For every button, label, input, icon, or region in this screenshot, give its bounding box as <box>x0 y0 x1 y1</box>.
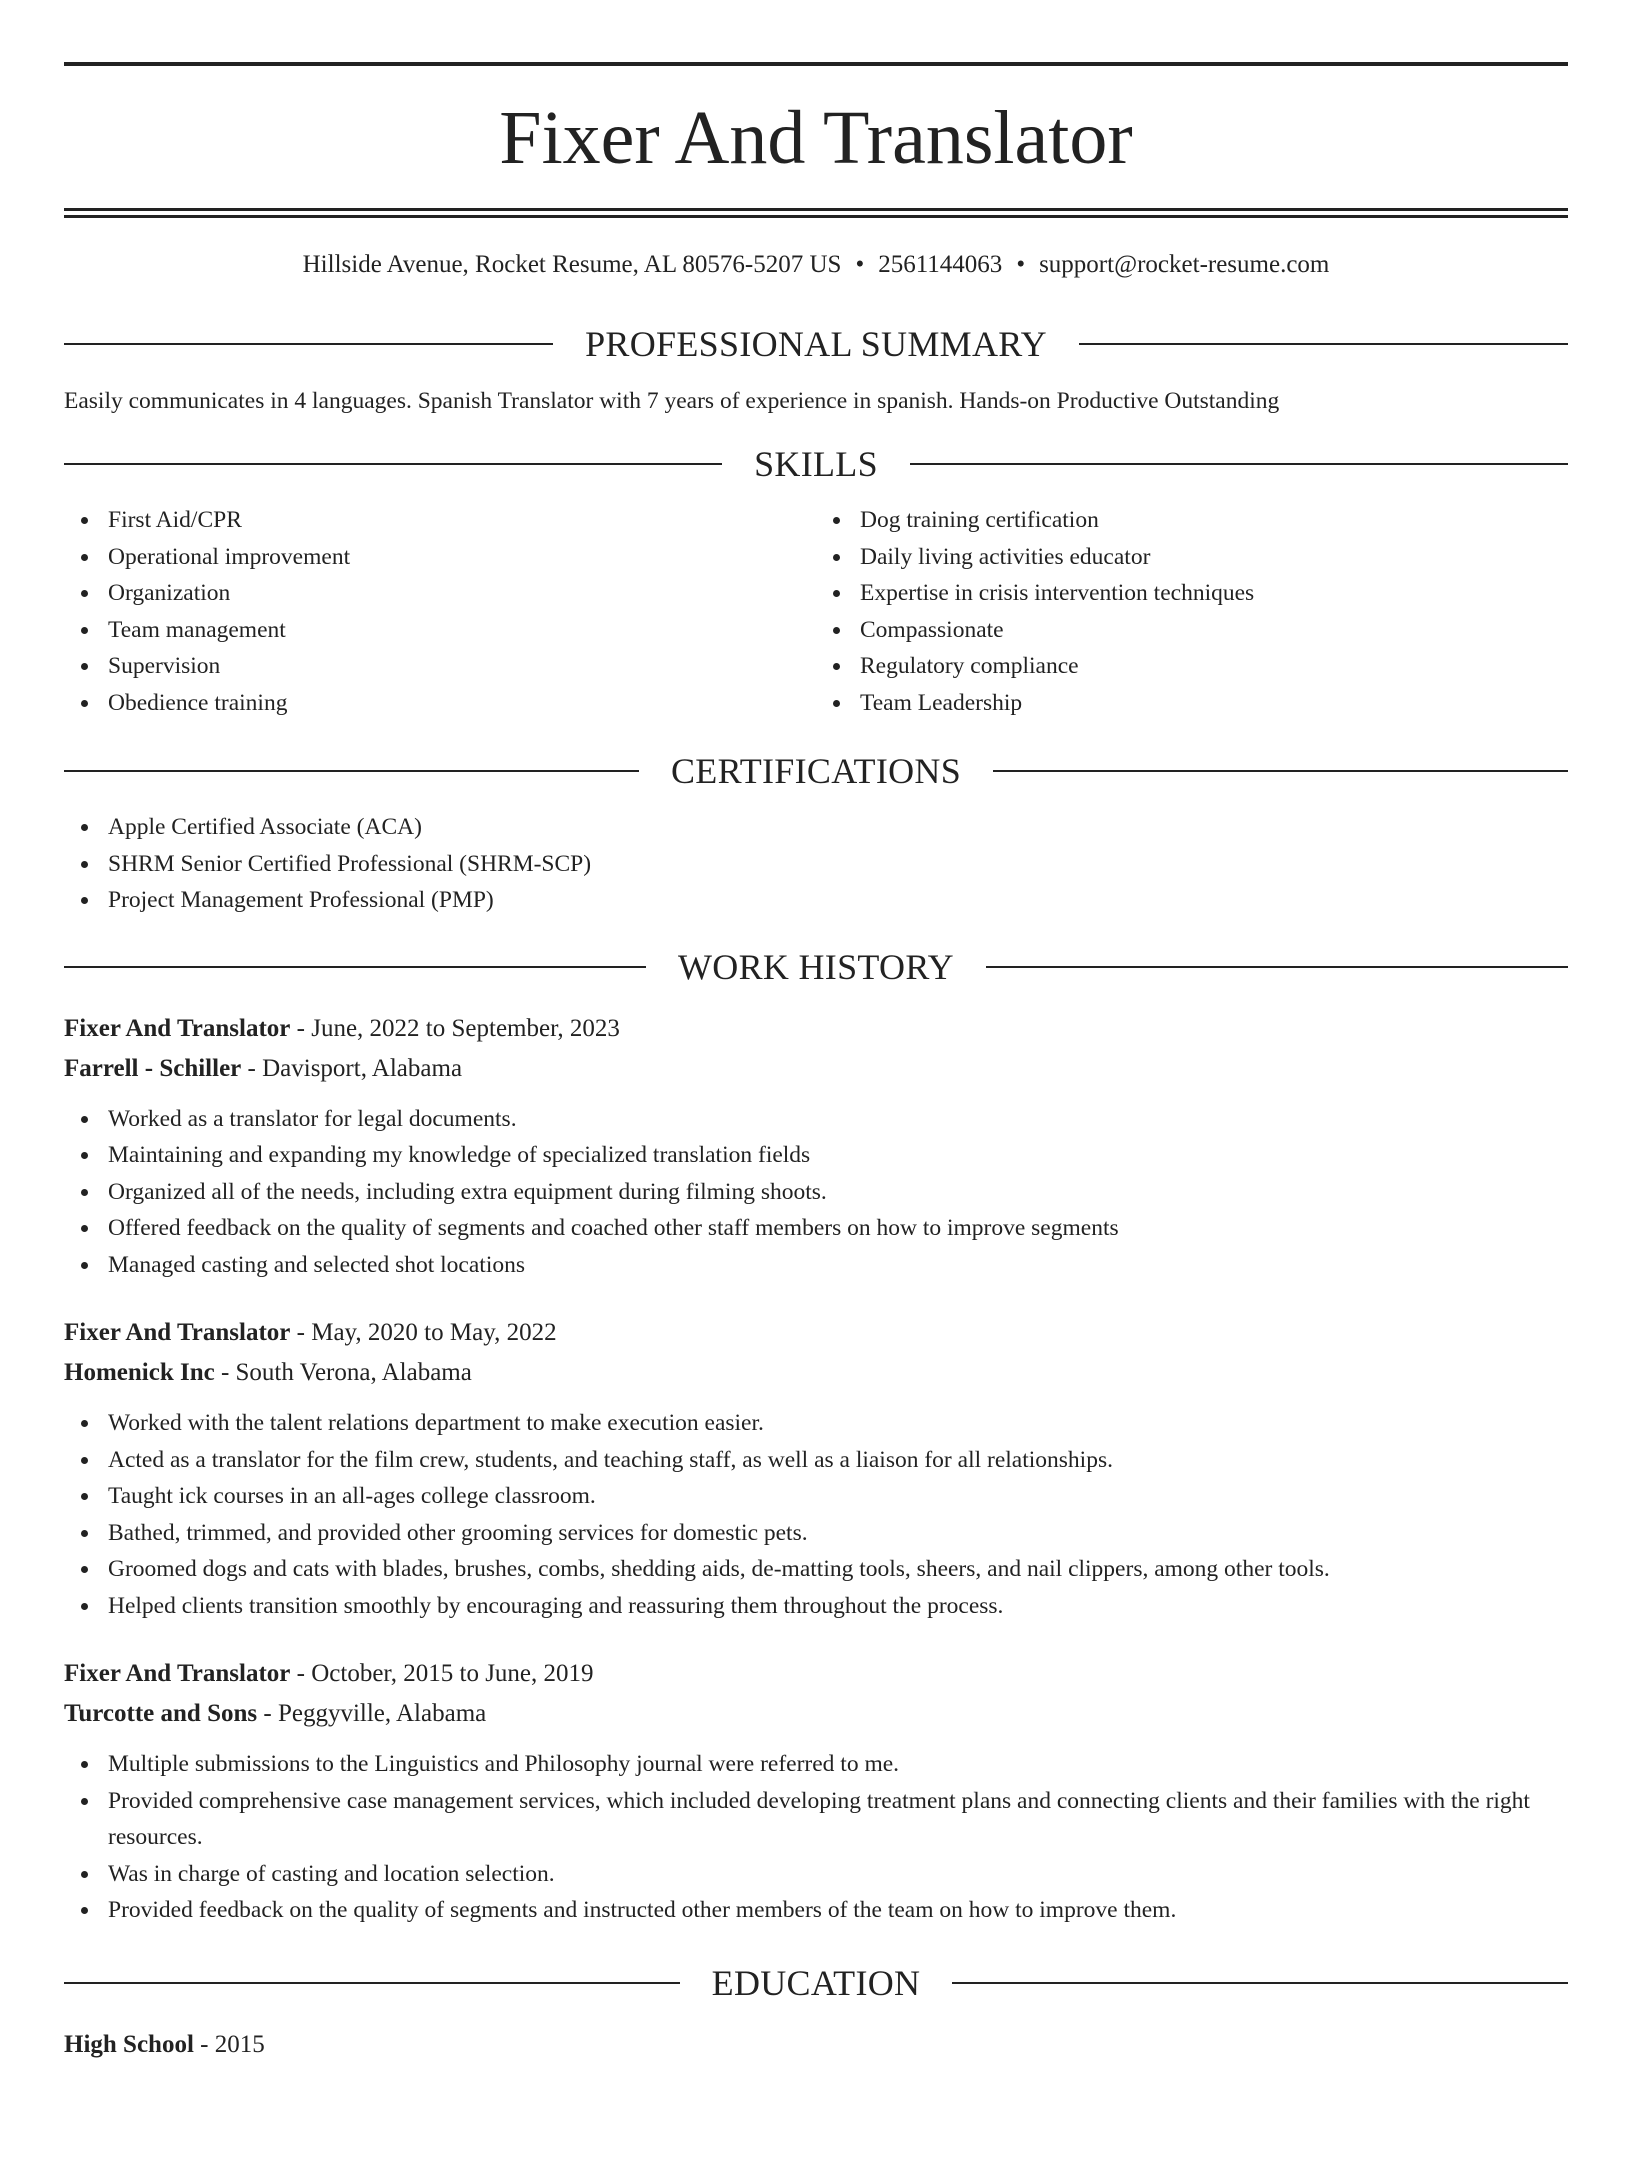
resume-page <box>0 62 1632 2174</box>
education-degree: High School <box>64 2030 194 2058</box>
job-location: South Verona, Alabama <box>235 1359 472 1386</box>
job-bullet: Was in charge of casting and location selection. <box>108 1856 1568 1893</box>
heading-rule <box>952 1982 1568 1984</box>
certification-item: SHRM Senior Certified Professional (SHRM-SCP) <box>108 846 1568 883</box>
summary-text: Easily communicates in 4 languages. Spanish Translator with 7 years of experience in spanish. Hands-on Productive Outstanding <box>64 388 1280 414</box>
job-bullet: Groomed dogs and cats with blades, brushes, combs, shedding aids, de-matting tools, sheers, and nail clippers, among other tools. <box>108 1551 1568 1588</box>
job-bullet-list <box>64 1405 1568 1624</box>
skill-item: Daily living activities educator <box>860 539 1568 576</box>
contact-separator: • <box>1016 251 1026 278</box>
contact-separator: • <box>855 251 865 278</box>
job-bullet: Provided feedback on the quality of segments and instructed other members of the team on how to improve them. <box>108 1892 1568 1929</box>
job-company-line: Homenick Inc - South Verona, Alabama <box>64 1359 472 1386</box>
skill-item: Organization <box>108 575 816 612</box>
skill-item: Team management <box>108 612 816 649</box>
certifications-title: CERTIFICATIONS <box>670 751 962 791</box>
job-role: Fixer And Translator <box>64 1319 291 1346</box>
job-company: Homenick Inc <box>64 1359 215 1386</box>
skill-item: Supervision <box>108 648 816 685</box>
skill-item: Team Leadership <box>860 685 1568 722</box>
education-title: EDUCATION <box>711 1962 921 2003</box>
job-dates: June, 2022 to September, 2023 <box>311 1014 620 1042</box>
contact-phone: 2561144063 <box>878 251 1003 278</box>
job-location: Davisport, Alabama <box>262 1054 463 1082</box>
job-bullet: Managed casting and selected shot locations <box>108 1247 1568 1284</box>
job-bullet: Multiple submissions to the Linguistics and Philosophy journal were referred to me. <box>108 1746 1568 1783</box>
certification-item: Project Management Professional (PMP) <box>108 882 1568 919</box>
double-rule <box>64 208 1568 218</box>
skill-item: Operational improvement <box>108 539 816 576</box>
heading-rule <box>910 463 1568 465</box>
education-entry: High School - 2015 <box>64 2030 265 2058</box>
heading-rule <box>64 1982 680 1984</box>
skill-item: Dog training certification <box>860 502 1568 539</box>
heading-rule <box>64 463 722 465</box>
job-role-line: Fixer And Translator - October, 2015 to June, 2019 <box>64 1660 594 1687</box>
work-history-section-heading <box>64 947 1568 987</box>
education-section-heading <box>64 1963 1568 2003</box>
contact-line <box>64 250 1568 280</box>
job-entry <box>64 1313 1568 1624</box>
job-location: Peggyville, Alabama <box>277 1700 487 1727</box>
job-bullet: Bathed, trimmed, and provided other grooming services for domestic pets. <box>108 1515 1568 1552</box>
education-year: 2015 <box>214 2030 265 2058</box>
job-bullet: Maintaining and expanding my knowledge of specialized translation fields <box>108 1137 1568 1174</box>
job-role-line: Fixer And Translator - June, 2022 to September, 2023 <box>64 1014 620 1042</box>
job-dates: October, 2015 to June, 2019 <box>311 1660 594 1687</box>
job-bullet: Taught ick courses in an all-ages college classroom. <box>108 1478 1568 1515</box>
skill-item: Obedience training <box>108 685 816 722</box>
contact-address: Hillside Avenue, Rocket Resume, AL 80576-5207 US <box>302 251 842 278</box>
heading-rule <box>993 770 1568 772</box>
certifications-list <box>64 809 1568 919</box>
job-bullet: Worked as a translator for legal documents. <box>108 1101 1568 1138</box>
skill-item: Regulatory compliance <box>860 648 1568 685</box>
job-bullet: Helped clients transition smoothly by encouraging and reassuring them throughout the process. <box>108 1588 1568 1625</box>
skill-item: First Aid/CPR <box>108 502 816 539</box>
job-role: Fixer And Translator <box>64 1014 291 1042</box>
job-bullet: Organized all of the needs, including extra equipment during filming shoots. <box>108 1174 1568 1211</box>
job-dates: May, 2020 to May, 2022 <box>311 1319 557 1346</box>
resume-title: Fixer And Translator <box>499 96 1133 180</box>
job-bullet: Worked with the talent relations department to make execution easier. <box>108 1405 1568 1442</box>
heading-rule <box>64 966 646 968</box>
heading-rule <box>986 966 1568 968</box>
contact-email: support@rocket-resume.com <box>1039 251 1330 278</box>
job-entry <box>64 1654 1568 1929</box>
job-company-line: Farrell - Schiller - Davisport, Alabama <box>64 1054 463 1082</box>
job-company: Turcotte and Sons <box>64 1700 258 1727</box>
job-bullet: Acted as a translator for the film crew, students, and teaching staff, as well as a liaison for all relationships. <box>108 1442 1568 1479</box>
job-bullet-list <box>64 1101 1568 1284</box>
certification-item: Apple Certified Associate (ACA) <box>108 809 1568 846</box>
skills-list-right <box>816 502 1568 721</box>
job-bullet-list <box>64 1746 1568 1929</box>
job-bullet: Provided comprehensive case management services, which included developing treatment plans and connecting clients and their families with the right resources. <box>108 1783 1568 1856</box>
summary-section-heading <box>64 324 1568 364</box>
heading-rule <box>64 343 553 345</box>
skills-section-heading <box>64 444 1568 484</box>
skills-columns <box>64 502 1568 721</box>
certifications-section-heading <box>64 751 1568 791</box>
job-bullet: Offered feedback on the quality of segments and coached other staff members on how to improve segments <box>108 1210 1568 1247</box>
summary-title: PROFESSIONAL SUMMARY <box>585 324 1047 364</box>
heading-rule <box>64 770 639 772</box>
skill-item: Expertise in crisis intervention techniques <box>860 575 1568 612</box>
job-role-line: Fixer And Translator - May, 2020 to May, 2022 <box>64 1319 557 1346</box>
job-company: Farrell - Schiller <box>64 1054 242 1082</box>
skills-list-left <box>64 502 816 721</box>
skill-item: Compassionate <box>860 612 1568 649</box>
skills-title: SKILLS <box>754 444 878 484</box>
top-rule <box>64 62 1568 66</box>
job-entry <box>64 1009 1568 1284</box>
work-history-title: WORK HISTORY <box>678 946 954 987</box>
job-role: Fixer And Translator <box>64 1660 291 1687</box>
heading-rule <box>1079 343 1568 345</box>
job-company-line: Turcotte and Sons - Peggyville, Alabama <box>64 1700 487 1727</box>
